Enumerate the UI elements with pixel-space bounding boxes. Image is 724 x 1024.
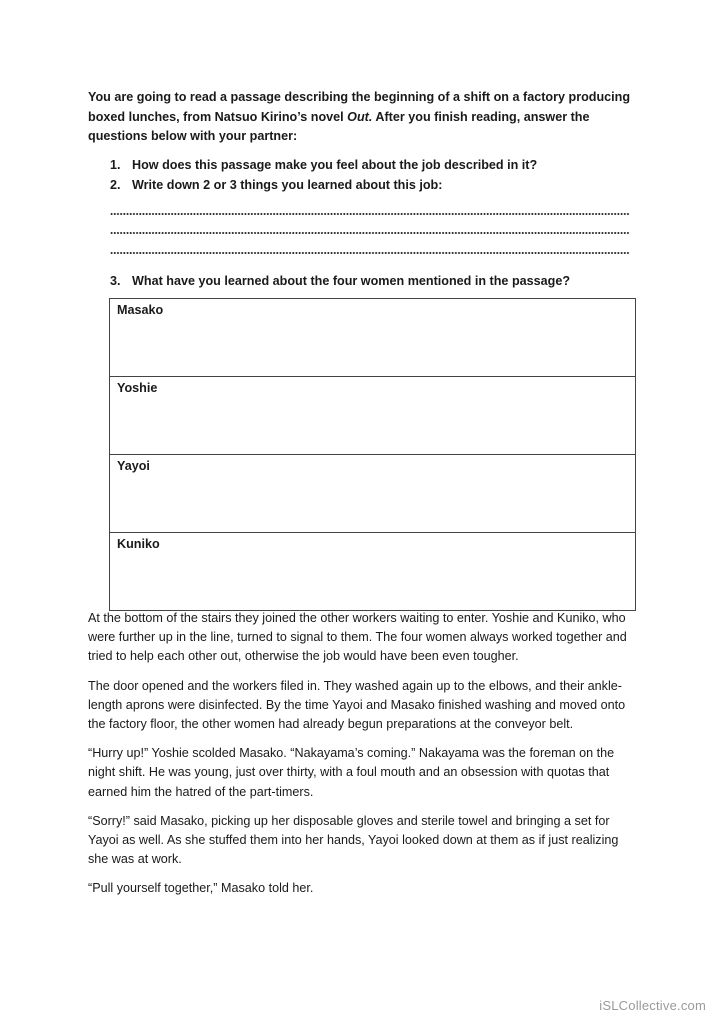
novel-title: Out. [347, 109, 373, 124]
question-number: 3. [110, 274, 121, 288]
passage-paragraph: At the bottom of the stairs they joined the other workers waiting to enter. Yoshie and Kuniko, who were further up in the line, turned to signal to them. The four women always worked together and tried to help each other out, otherwise the job would have been even tougher. [88, 611, 627, 664]
table-row [110, 299, 636, 377]
table-row [110, 377, 636, 455]
passage-paragraph: “Sorry!” said Masako, picking up her disposable gloves and sterile towel and bringing a set for Yayoi as well. As she stuffed them into her hands, Yayoi looked down at them as if just realizing she was at work. [88, 813, 619, 867]
question-3 [110, 272, 570, 290]
women-table [109, 298, 636, 611]
women-cell-kuniko[interactable]: Kuniko [110, 533, 636, 611]
passage-paragraph: “Hurry up!” Yoshie scolded Masako. “Nakayama’s coming.” Nakayama was the foreman on the night shift. He was young, just over thirty, with a foul mouth and an obsession with quotas that earned him the hatred of the part-timers. [88, 746, 615, 799]
reading-passage [88, 609, 640, 909]
women-cell-yayoi[interactable]: Yayoi [110, 455, 636, 533]
passage-paragraph: The door opened and the workers filed in. They washed again up to the elbows, and their ankle-length aprons were disinfected. By the time Yayoi and Masako finished washing and moved onto the factory floor, the other women had already begun preparations at the conveyor belt. [88, 678, 626, 732]
intro-instructions [88, 88, 636, 147]
passage-paragraph: “Pull yourself together,” Masako told her. [88, 881, 314, 896]
question-text: What have you learned about the four women mentioned in the passage? [132, 274, 571, 288]
women-cell-masako[interactable]: Masako [110, 299, 636, 377]
answer-line[interactable] [110, 212, 630, 216]
question-1 [110, 156, 537, 174]
watermark: iSLCollective.com [599, 998, 706, 1013]
answer-line[interactable] [110, 231, 630, 235]
question-text: Write down 2 or 3 things you learned about this job: [132, 178, 443, 192]
women-cell-yoshie[interactable]: Yoshie [110, 377, 636, 455]
question-number: 2. [110, 178, 121, 192]
intro-text-after: After you finish reading, answer the questions below with your partner: [88, 109, 590, 143]
answer-line[interactable] [110, 251, 630, 255]
question-2 [110, 176, 442, 194]
table-row [110, 533, 636, 611]
intro-text-before: You are going to read a passage describing the beginning of a shift on a factory producing boxed lunches, from Natsuo Kirino’s novel [88, 90, 631, 124]
question-number: 1. [110, 158, 121, 172]
question-text: How does this passage make you feel about the job described in it? [132, 158, 538, 172]
table-row [110, 455, 636, 533]
